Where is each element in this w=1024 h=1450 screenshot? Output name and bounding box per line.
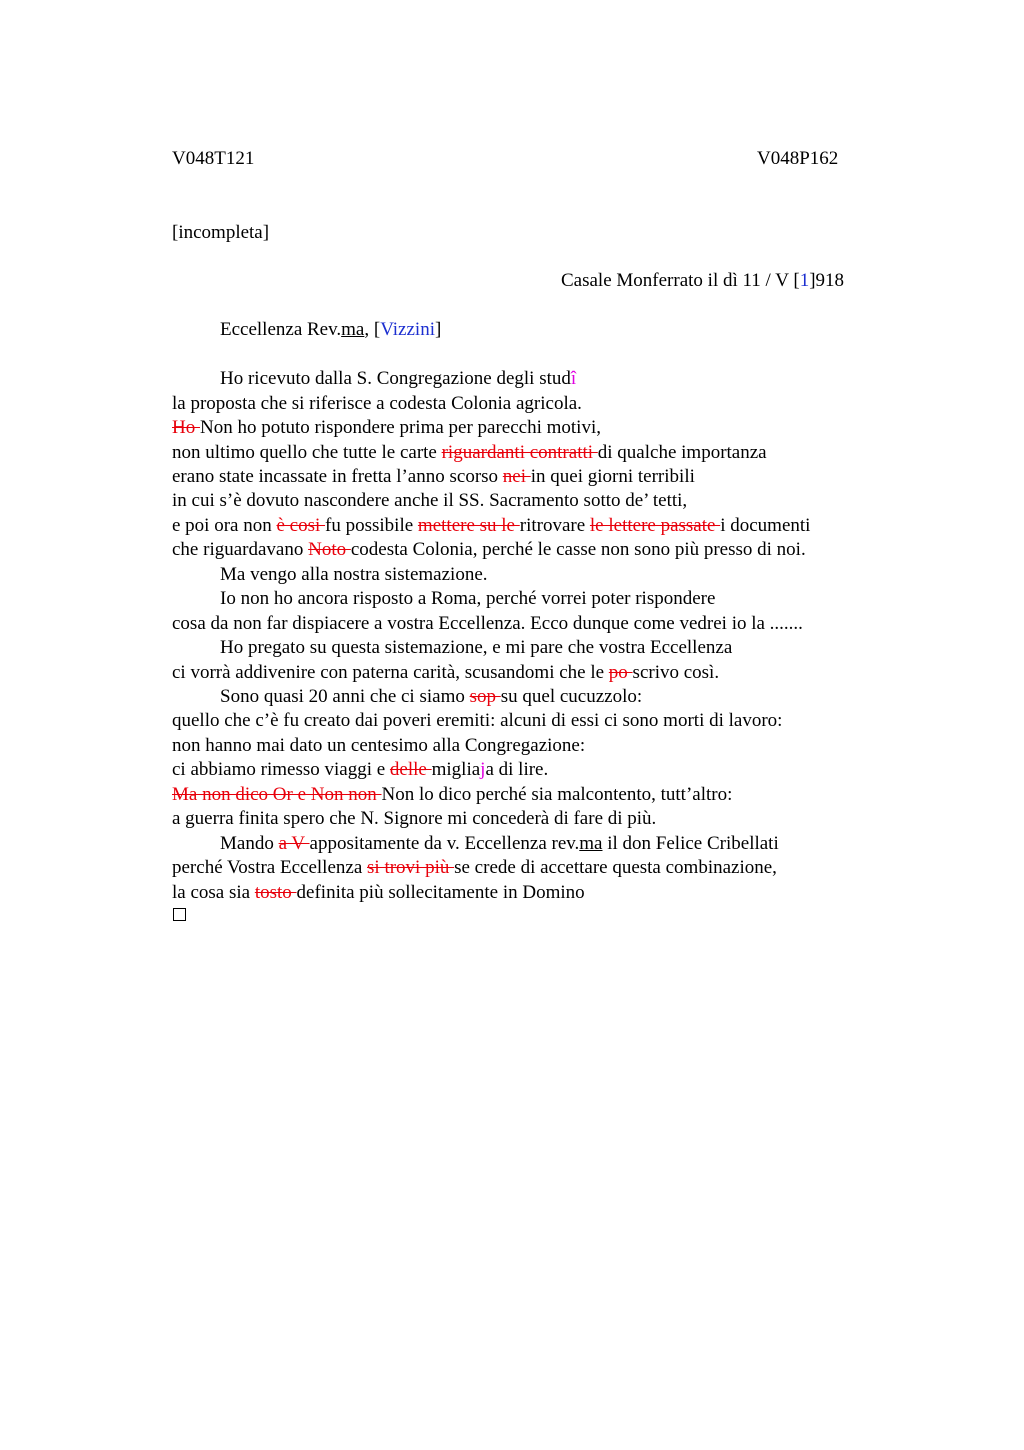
- line-text: codesta Colonia, perché le casse non sono più presso di noi.: [350, 539, 806, 560]
- line-text: Mando: [220, 833, 279, 854]
- line-text: in cui s’è dovuto nascondere anche il SS. Sacramento sotto de’ tetti,: [172, 490, 688, 511]
- deletion: tosto: [254, 882, 297, 903]
- deletion: Ho: [172, 417, 200, 438]
- line-text: Non ho potuto rispondere prima per parecchi motivi,: [199, 417, 601, 438]
- line-text: ci abbiamo rimesso viaggi e: [172, 759, 390, 780]
- line-text: di qualche importanza: [597, 442, 767, 463]
- insertion: î: [570, 368, 577, 389]
- text-line: [172, 417, 601, 439]
- line-text: ritrovare: [519, 515, 590, 536]
- line-text: quello che c’è fu creato dai poveri eremiti: alcuni di essi ci sono morti di lavoro:: [172, 710, 783, 731]
- line-text: il don Felice Cribellati: [602, 833, 779, 854]
- line-text: a di lire.: [485, 759, 549, 780]
- line-text: non ultimo quello che tutte le carte: [172, 442, 442, 463]
- deletion: sop: [469, 686, 501, 707]
- text-line: [172, 393, 582, 415]
- deletion: riguardanti contratti: [441, 442, 598, 463]
- line-text: in quei giorni terribili: [530, 466, 695, 487]
- salutation-sep: , [: [364, 319, 381, 340]
- line-text: e poi ora non: [172, 515, 277, 536]
- line-text: scrivo così.: [632, 662, 720, 683]
- salutation: [220, 319, 441, 341]
- line-text: che riguardavano: [172, 539, 309, 560]
- dateline-suffix: ]918: [809, 270, 845, 291]
- status-note: [incompleta]: [172, 222, 270, 243]
- dateline: [561, 270, 844, 292]
- text-line: [172, 539, 806, 561]
- text-line: [172, 784, 732, 806]
- text-line: [172, 882, 585, 904]
- line-text: la cosa sia: [172, 882, 255, 903]
- text-line: [220, 637, 732, 659]
- deletion: si trovi più: [367, 857, 455, 878]
- line-text: miglia: [431, 759, 481, 780]
- deletion: mettere su le: [417, 515, 520, 536]
- line-text: Sono quasi 20 anni che ci siamo: [220, 686, 470, 707]
- deletion: è cosi: [276, 515, 326, 536]
- deletion: delle: [389, 759, 432, 780]
- line-text: Ho ricevuto dalla S. Congregazione degli stud: [220, 368, 571, 389]
- deletion: po: [608, 662, 633, 683]
- line-text: appositamente da v. Eccellenza rev.: [309, 833, 580, 854]
- text-line: [172, 613, 803, 635]
- text-line: [172, 490, 687, 512]
- dateline-year-digit: 1: [799, 270, 810, 291]
- salutation-name: Vizzini: [380, 319, 435, 340]
- text-line: [220, 833, 779, 855]
- text-line: [220, 564, 488, 586]
- salutation-prefix: Eccellenza Rev.: [220, 319, 342, 340]
- text-line: [172, 466, 695, 488]
- line-text: su quel cucuzzolo:: [500, 686, 643, 707]
- line-text: perché Vostra Eccellenza: [172, 857, 368, 878]
- line-text: definita più sollecitamente in Domino: [296, 882, 585, 903]
- document-code-right: V048P162: [757, 148, 839, 169]
- line-text: Non lo dico perché sia malcontento, tutt’altro:: [381, 784, 733, 805]
- line-text: la proposta che si riferisce a codesta Colonia agricola.: [172, 393, 582, 414]
- text-line: [220, 686, 642, 708]
- salutation-close: ]: [434, 319, 442, 340]
- text-line: [172, 442, 767, 464]
- text-line: [172, 857, 777, 879]
- salutation-abbr: ma: [341, 319, 365, 340]
- deletion: nei: [502, 466, 531, 487]
- deletion: le lettere passate: [589, 515, 721, 536]
- text-line: [172, 662, 719, 684]
- dateline-prefix: Casale Monferrato il dì 11 / V [: [561, 270, 800, 291]
- line-text: i documenti: [720, 515, 811, 536]
- line-text: a guerra finita spero che N. Signore mi concederà di fare di più.: [172, 808, 657, 829]
- end-box-icon: [173, 908, 186, 921]
- text-line: [220, 368, 576, 390]
- line-text: fu possibile: [325, 515, 418, 536]
- text-line: [172, 710, 782, 732]
- deletion: Ma non dico Or e Non non: [172, 784, 382, 805]
- text-line: [172, 515, 810, 537]
- line-text: Io non ho ancora risposto a Roma, perché vorrei poter rispondere: [220, 588, 716, 609]
- insertion: j: [480, 759, 486, 780]
- text-line: [220, 588, 715, 610]
- text-line: [172, 759, 548, 781]
- line-text: Ma vengo alla nostra sistemazione.: [220, 564, 488, 585]
- text-line: [172, 808, 656, 830]
- line-text: Ho pregato su questa sistemazione, e mi pare che vostra Eccellenza: [220, 637, 733, 658]
- abbreviation: ma: [579, 833, 603, 854]
- line-text: se crede di accettare questa combinazione,: [454, 857, 777, 878]
- line-text: non hanno mai dato un centesimo alla Congregazione:: [172, 735, 586, 756]
- line-text: ci vorrà addivenire con paterna carità, scusandomi che le: [172, 662, 609, 683]
- document-code-left: V048T121: [172, 148, 255, 169]
- text-line: [172, 735, 585, 757]
- line-text: erano state incassate in fretta l’anno scorso: [172, 466, 503, 487]
- deletion: a V: [278, 833, 310, 854]
- deletion: Noto: [308, 539, 351, 560]
- line-text: cosa da non far dispiacere a vostra Eccellenza. Ecco dunque come vedrei io la .......: [172, 613, 803, 634]
